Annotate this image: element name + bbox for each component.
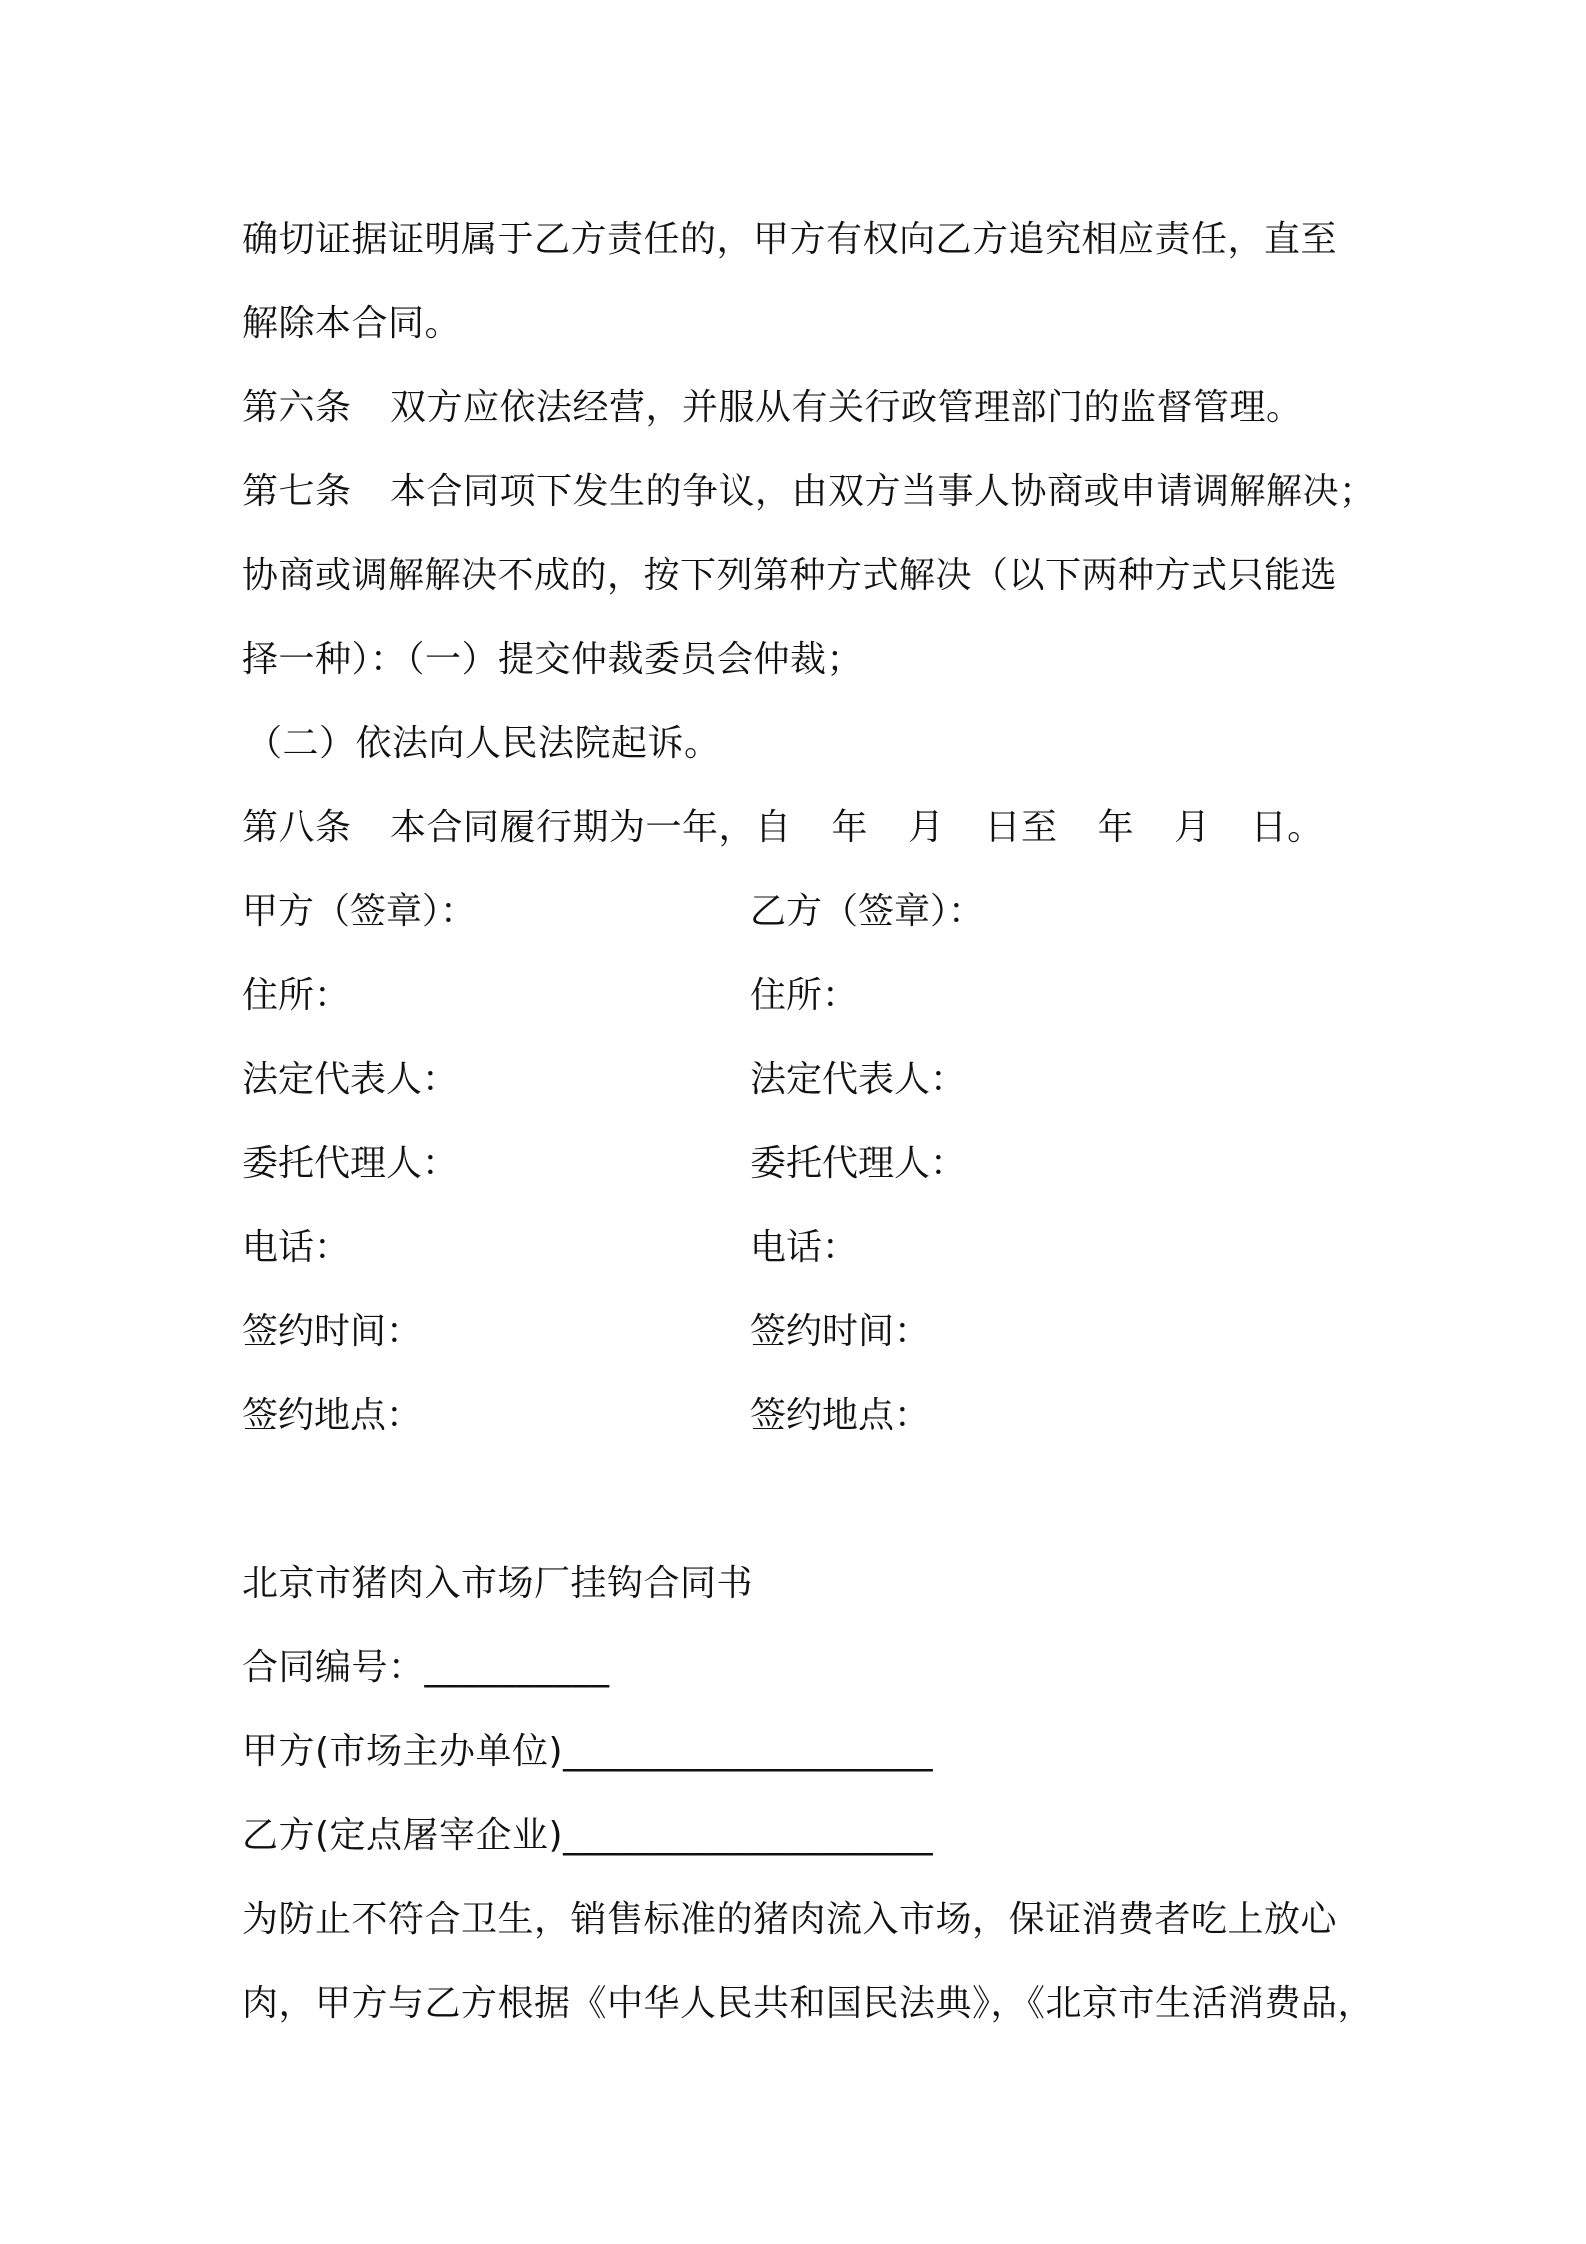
party-b-field: 电话： bbox=[750, 1227, 859, 1268]
party-b-field: 签约地点： bbox=[750, 1395, 931, 1436]
paragraph-line: 为防止不符合卫生，销售标准的猪肉流入市场，保证消费者吃上放心 bbox=[242, 1899, 1338, 1940]
party-a-field: 甲方（签章）： bbox=[242, 891, 477, 932]
party-b-field: 签约时间： bbox=[750, 1311, 931, 1352]
section-gap bbox=[242, 1458, 1382, 1542]
party-a-field: 签约时间： bbox=[242, 1311, 423, 1352]
article-label: 第八条 bbox=[242, 807, 352, 848]
article-text: 本合同履行期为一年，自 bbox=[390, 807, 792, 848]
date-year: 年 bbox=[831, 807, 869, 848]
party-a-field: 签约地点： bbox=[242, 1395, 423, 1436]
party-b-field: 乙方（签章）： bbox=[750, 891, 985, 932]
signature-row bbox=[242, 1038, 1382, 1122]
signature-row bbox=[242, 1290, 1382, 1374]
contract-title: 北京市猪肉入市场厂挂钩合同书 bbox=[242, 1563, 754, 1604]
contract-number: 合同编号：__________ bbox=[242, 1647, 610, 1688]
date-year: 年 bbox=[1097, 807, 1135, 848]
paragraph-line: 择一种）：（一）提交仲裁委员会仲裁； bbox=[242, 639, 864, 680]
date-day: 日。 bbox=[1250, 807, 1324, 848]
party-a-field: 住所： bbox=[242, 975, 351, 1016]
party-b-field: 法定代表人： bbox=[750, 1059, 967, 1100]
paragraph-line: 确切证据证明属于乙方责任的，甲方有权向乙方追究相应责任，直至 bbox=[242, 219, 1338, 260]
party-b-field: 委托代理人： bbox=[750, 1143, 967, 1184]
article-6 bbox=[242, 366, 1382, 450]
party-a-field: 法定代表人： bbox=[242, 1059, 459, 1100]
party-a-field: 委托代理人： bbox=[242, 1143, 459, 1184]
article-text: 双方应依法经营，并服从有关行政管理部门的监督管理。 bbox=[390, 387, 1303, 428]
paragraph-line: （二）依法向人民法院起诉。 bbox=[246, 723, 721, 764]
paragraph-line: 协商或调解解决不成的，按下列第种方式解决（以下两种方式只能选 bbox=[242, 555, 1338, 596]
document-body bbox=[242, 198, 1382, 2046]
signature-row bbox=[242, 1206, 1382, 1290]
article-8 bbox=[242, 786, 1382, 870]
article-label: 第六条 bbox=[242, 387, 352, 428]
party-a-field: 电话： bbox=[242, 1227, 351, 1268]
signature-row bbox=[242, 1122, 1382, 1206]
signature-row bbox=[242, 1374, 1382, 1458]
date-month: 月 bbox=[908, 807, 945, 848]
paragraph-line: 肉，甲方与乙方根据《中华人民共和国民法典》，《北京市生活消费品， bbox=[242, 1983, 1375, 2024]
party-b-field: 住所： bbox=[750, 975, 859, 1016]
paragraph-line: 解除本合同。 bbox=[242, 303, 462, 344]
signature-row bbox=[242, 954, 1382, 1038]
article-text: 本合同项下发生的争议，由双方当事人协商或申请调解解决； bbox=[390, 471, 1376, 512]
date-month: 月 bbox=[1174, 807, 1211, 848]
party-b-line: 乙方(定点屠宰企业)____________________ bbox=[242, 1815, 934, 1856]
article-7 bbox=[242, 450, 1382, 534]
signature-row bbox=[242, 870, 1382, 954]
article-label: 第七条 bbox=[242, 471, 352, 512]
date-day-to: 日至 bbox=[984, 807, 1058, 848]
party-a-line: 甲方(市场主办单位)____________________ bbox=[242, 1731, 934, 1772]
